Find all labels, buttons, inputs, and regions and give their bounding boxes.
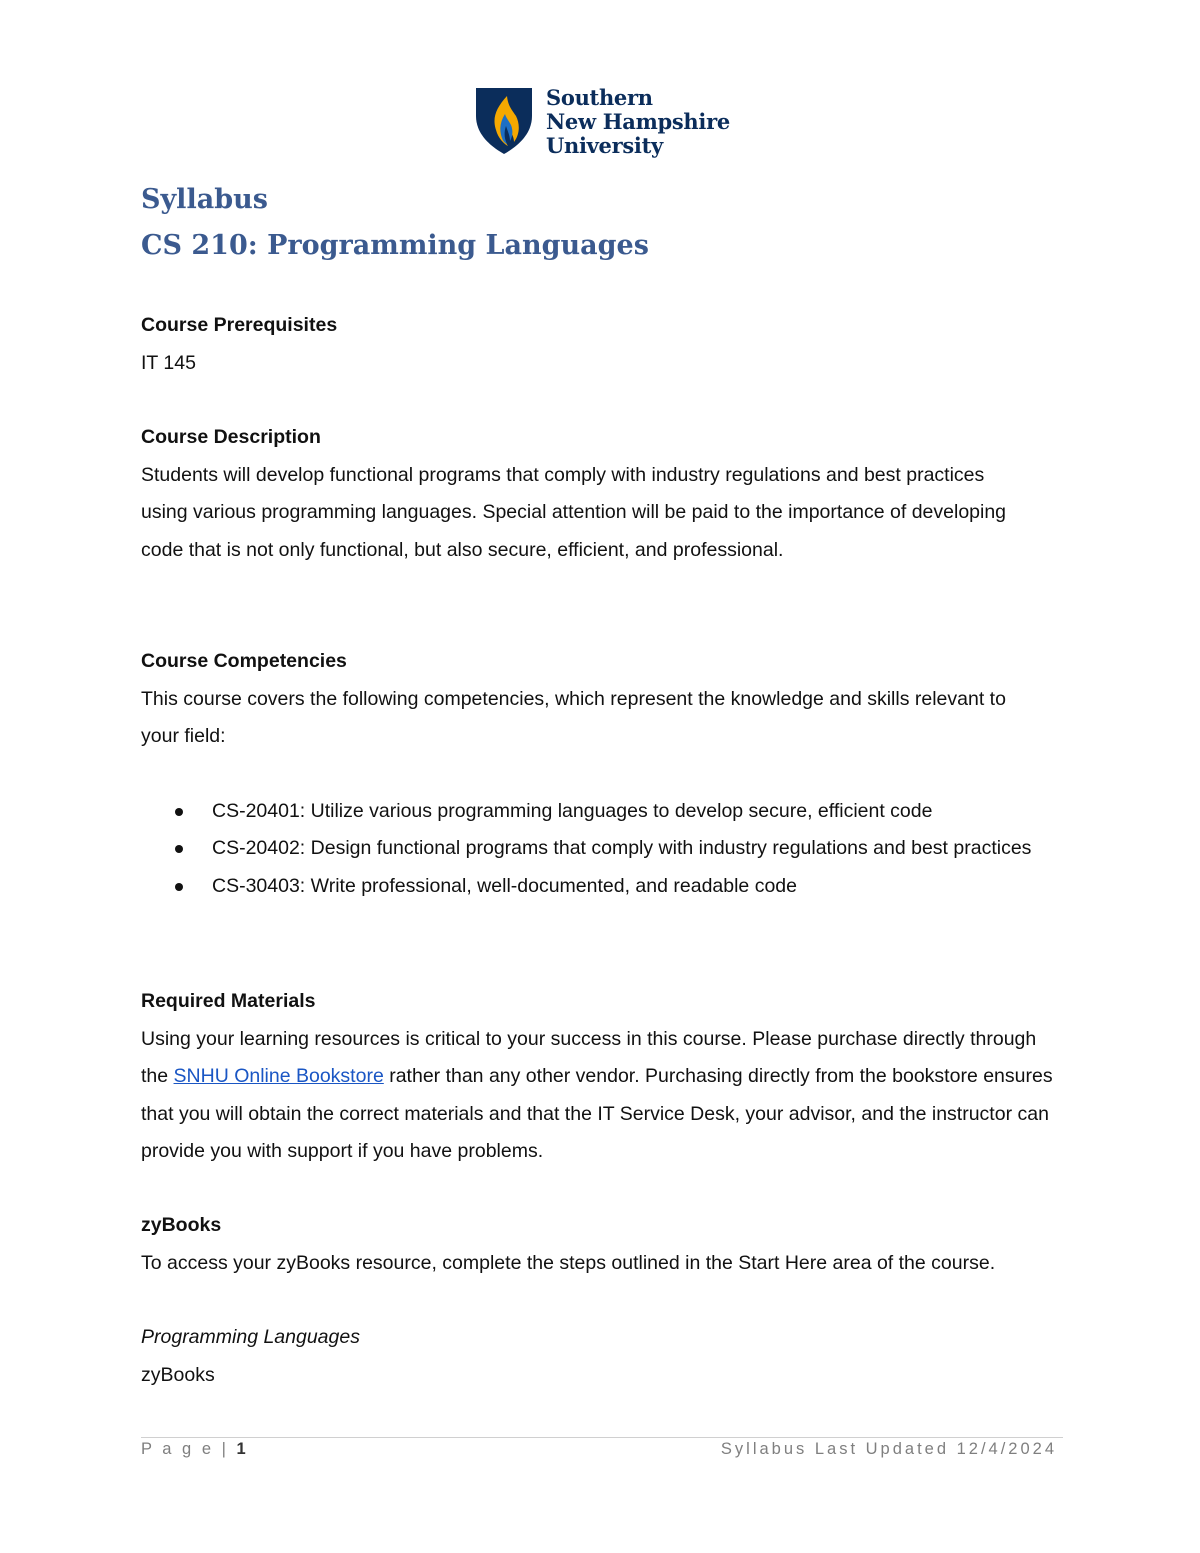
zybooks-heading: zyBooks: [141, 1214, 222, 1236]
competency-text: CS-20402: Design functional programs that comply with industry regulations and best practices: [212, 837, 1032, 859]
prerequisites-heading: Course Prerequisites: [141, 314, 338, 336]
shield-flame-icon: [474, 86, 534, 156]
footer-last-updated: Syllabus Last Updated 12/4/2024: [720, 1440, 1057, 1458]
document-title: Syllabus: [141, 184, 268, 215]
list-item: [141, 793, 1041, 831]
materials-text-after: rather than any other vendor. Purchasing directly from the bookstore ensures that you will obtain the correct materials and that the IT Service Desk, your advisor, and the instructor can provide you with support if you have problems.: [141, 1065, 1053, 1162]
bookstore-link[interactable]: SNHU Online Bookstore: [173, 1065, 384, 1087]
logo-line-2: New Hampshire: [546, 109, 730, 134]
course-title: CS 210: Programming Languages: [141, 230, 649, 261]
page-label: P a g e |: [141, 1440, 229, 1458]
materials-section: [141, 983, 1071, 1171]
logo-line-3: University: [546, 133, 663, 158]
logo-wordmark: [546, 86, 730, 158]
list-item: [141, 868, 1041, 906]
materials-text-before: Using your learning resources is critical to your success in this course. Please purchase directly through the: [141, 1027, 1037, 1087]
competencies-intro: This course covers the following competencies, which represent the knowledge and skills relevant to your field:: [141, 687, 1006, 747]
page-number: 1: [236, 1440, 249, 1458]
competency-text: CS-20401: Utilize various programming languages to develop secure, efficient code: [212, 799, 933, 822]
footer-page-number: [141, 1440, 249, 1459]
prerequisites-section: [141, 307, 1071, 382]
description-heading: Course Description: [141, 426, 321, 448]
logo-line-1: Southern: [546, 85, 653, 110]
competencies-list: [141, 793, 1041, 906]
description-section: [141, 419, 1071, 569]
competencies-section: [141, 643, 1071, 905]
book-publisher: zyBooks: [141, 1363, 215, 1386]
materials-text: [141, 1021, 1066, 1171]
materials-heading: Required Materials: [141, 990, 316, 1012]
list-item: [141, 830, 1041, 868]
book-title: Programming Languages: [141, 1326, 360, 1348]
bullet-icon: [175, 883, 183, 891]
bullet-icon: [175, 845, 183, 853]
competencies-heading: Course Competencies: [141, 650, 347, 672]
competency-text: CS-30403: Write professional, well-documented, and readable code: [212, 874, 797, 897]
footer-divider: [141, 1437, 1063, 1438]
prerequisites-value: IT 145: [141, 351, 196, 374]
zybooks-section: [141, 1207, 1071, 1394]
zybooks-text: To access your zyBooks resource, complete the steps outlined in the Start Here area of the course.: [141, 1251, 996, 1274]
snhu-logo: [474, 86, 734, 158]
bullet-icon: [175, 808, 183, 816]
description-text: Students will develop functional programs that comply with industry regulations and best practices using various programming languages. Special attention will be paid to the importance of developing code that is not only functional, but also secure, efficient, and professional.: [141, 463, 1007, 561]
